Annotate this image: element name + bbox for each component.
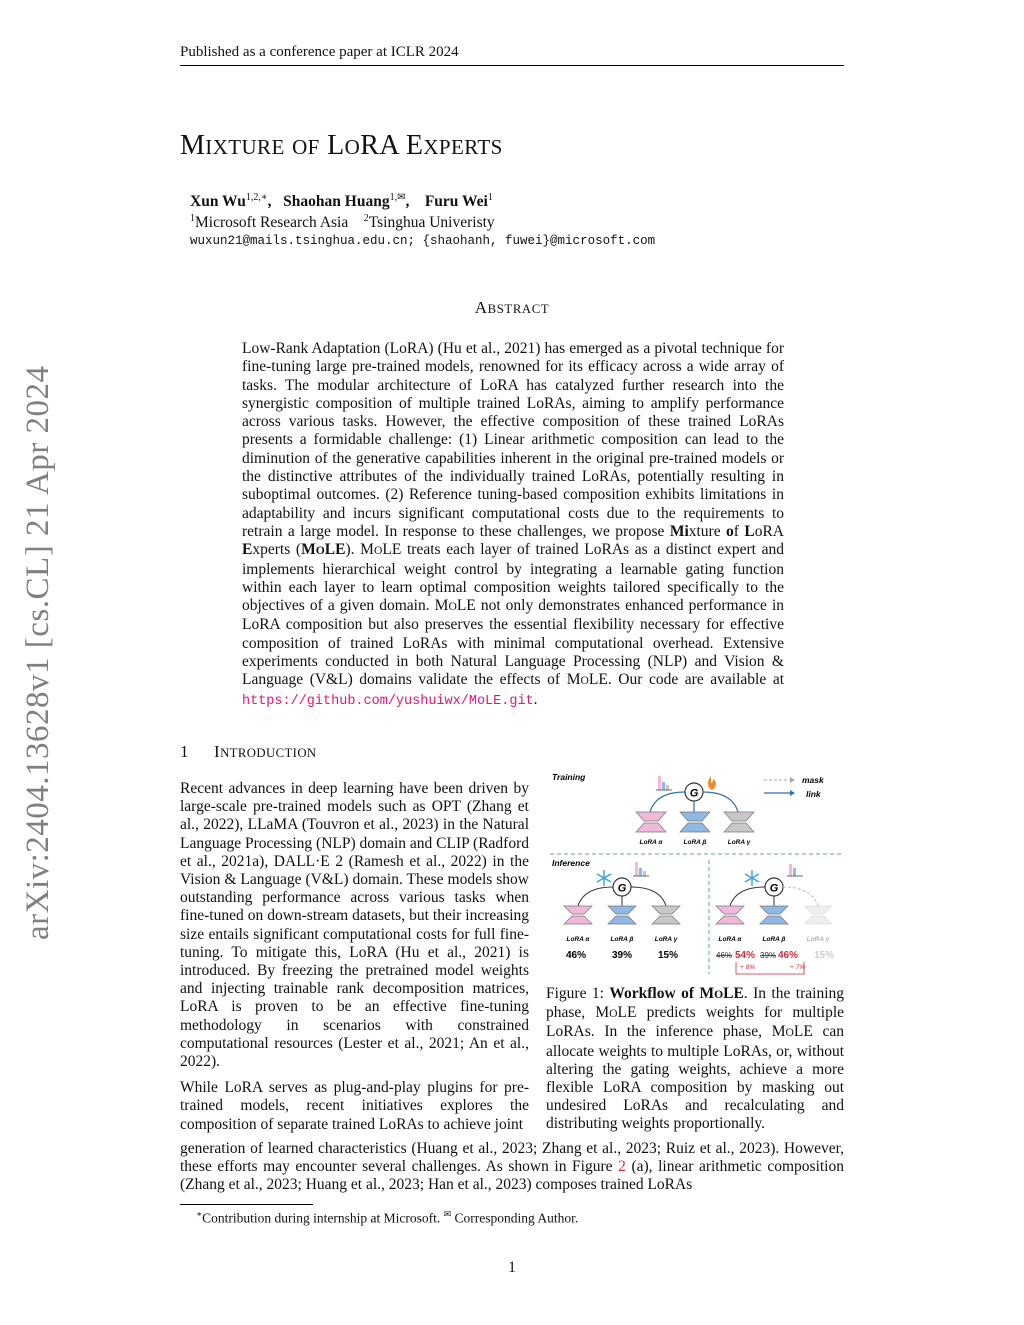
- arxiv-stamp: arXiv:2404.13628v1 [cs.CL] 21 Apr 2024: [20, 365, 56, 940]
- abstract-heading: ABSTRACT: [474, 298, 550, 317]
- svg-text:LoRA β: LoRA β: [683, 839, 707, 846]
- abstract-text: Low-Rank Adaptation (LoRA) (Hu et al., 2021) has emerged as a pivotal technique for fine-tuning large pre-trained models, renowned for its efficacy across a wide array of tasks. The modular architecture of LoRA has catalyzed further research into the synergistic composition of multiple trained LoRAs, aiming to amplify performance across various tasks. However, the effective composition of these trained LoRAs presents a formidable challenge: (1) Linear arithmetic composition can lead to the diminution of the generative capabilities inherent in the original pre-trained models or the distinctive attributes of the individually trained LoRAs, potentially resulting in suboptimal outcomes. (2) Reference tuning-based composition exhibits limitations in adaptability and incurs significant computational costs due to the requirements to retrain a large model. In response to these challenges, we propose Mixture of LoRA Experts (MOLE). MOLE treats each layer of trained LoRAs as a distinct expert and implements hierarchical weight control by integrating a learnable gating function within each layer to learn optimal composition weights tailored specifically to the objectives of a given domain. MOLE not only demonstrates enhanced performance in LoRA composition but also preserves the essential flexibility necessary for effective composition of trained LoRAs with minimal computational overhead. Extensive experiments conducted in both Natural Language Processing (NLP) and Vision & Language (V&L) domains validate the effects of MOLE. Our code are available at https://github.com/yushuiwx/MoLE.git.: [242, 340, 785, 709]
- paper-title: MIXTURE OF LORA EXPERTS: [180, 130, 503, 161]
- author-emails: wuxun21@mails.tsinghua.edu.cn; {shaohanh, fuwei}@microsoft.com: [190, 234, 656, 248]
- mask-legend-arrow: [790, 777, 795, 783]
- link-legend-arrow: [790, 790, 795, 796]
- svg-text:LoRA β: LoRA β: [610, 936, 634, 943]
- svg-text:G: G: [769, 882, 779, 895]
- inference-lora-beta-left: [608, 906, 636, 943]
- svg-text:LoRA α: LoRA α: [718, 936, 742, 943]
- inference-label: Inference: [552, 858, 590, 868]
- training-bar-gamma: [666, 785, 669, 790]
- new-weight-beta: 46%: [778, 950, 799, 961]
- inference-lora-beta-right: [760, 906, 788, 943]
- training-bar-alpha: [658, 776, 661, 790]
- svg-text:LoRA γ: LoRA γ: [806, 936, 830, 943]
- affiliations: $^1$Microsoft Research Asia $^2$Tsinghua Univeristy: [190, 213, 495, 232]
- figure-reference-link[interactable]: 2: [618, 1158, 626, 1176]
- figure-1-workflow: [546, 768, 846, 978]
- training-lora-beta: [680, 812, 710, 846]
- snowflake-icon: [745, 870, 759, 886]
- new-weight-alpha: 54%: [735, 950, 756, 961]
- svg-text:LoRA α: LoRA α: [639, 839, 663, 846]
- intro-column-text: [180, 780, 529, 1142]
- old-weight-beta: 39%: [760, 951, 777, 960]
- old-weight-alpha: 46%: [716, 951, 733, 960]
- intro-paragraph-2-continued: generation of learned characteristics (Huang et al., 2023; Zhang et al., 2023; Ruiz et al., 2023). However, these efforts may encounter several challenges. As shown in Figure 2 (a), linear arithmetic composition (Zhang et al., 2023; Huang et al., 2023; Han et al., 2023) composes trained LoRAs: [180, 1140, 844, 1194]
- author-name: Furu Wei: [424, 193, 488, 211]
- inference-lora-gamma-left: [652, 906, 680, 943]
- author-name: Xun Wu: [190, 193, 246, 211]
- intro-paragraph-2-start: While LoRA serves as plug-and-play plugins for pre-trained models, recent initiatives explores the composition of separate trained LoRAs to achieve joint: [180, 1079, 529, 1133]
- footnote-rule: [180, 1204, 313, 1205]
- training-lora-alpha: [636, 812, 666, 846]
- inference-lora-alpha-right: [716, 906, 744, 943]
- code-link[interactable]: https://github.com/yushuiwx/MoLE.git: [242, 693, 534, 709]
- weight-alpha-left: 46%: [565, 950, 587, 961]
- svg-text:LoRA γ: LoRA γ: [654, 936, 678, 943]
- snowflake-icon: [597, 870, 611, 886]
- inference-lora-alpha-left: [564, 906, 592, 943]
- svg-text:G: G: [617, 882, 627, 895]
- svg-text:G: G: [689, 787, 699, 800]
- legend-link: link: [806, 789, 821, 799]
- page-number: 1: [508, 1259, 516, 1276]
- delta-beta: + 7%: [790, 964, 805, 971]
- training-lora-gamma: [724, 812, 754, 846]
- author-name: Shaohan Huang: [283, 193, 390, 211]
- intro-paragraph-1: Recent advances in deep learning have been driven by large-scale pre-trained models such as OPT (Zhang et al., 2022), LLaMA (Touvron et al., 2023) in the Natural Language Processing (NLP) domain and CLIP (Radford et al., 2021a), DALL·E 2 (Ramesh et al., 2022) in the Vision & Language (V&L) domain. These models show outstanding performance across various tasks when fine-tuned on down-stream datasets, but their increasing size entails significant computational costs for full fine-tuning. To mitigate this, LoRA (Hu et al., 2021) is introduced. By freezing the pretrained model weights and injecting trainable rank decomposition matrices, LoRA is proven to be an effective fine-tuning methodology in scenarios with constrained computational resources (Lester et al., 2021; An et al., 2022).: [180, 780, 529, 1071]
- training-bar-beta: [662, 782, 665, 790]
- fire-icon: [708, 776, 716, 790]
- weight-gamma-left: 15%: [657, 950, 679, 961]
- footnote: ∗Contribution during internship at Microsoft. ✉ Corresponding Author.: [196, 1209, 579, 1226]
- legend-mask: mask: [802, 775, 824, 785]
- inference-lora-gamma-right-masked: [804, 906, 832, 943]
- training-label: Training: [552, 772, 586, 782]
- figure-1-caption: Figure 1: Workflow of MOLE. In the training phase, MOLE predicts weights for multiple LoRAs. In the inference phase, MOLE can allocate weights to multiple LoRAs, or, without altering the gating weights, achieve a more flexible LoRA composition by masking out undesired LoRAs and recalculating and distributing weights proportionally.: [546, 985, 844, 1133]
- author-list: Xun $Wu^{1,2,∗}$, Shaohan Huang$^{1,✉}$, Furu Wei$^1$: [190, 192, 493, 211]
- header-rule: [180, 65, 844, 66]
- section-heading-introduction: 1 INTRODUCTION: [180, 742, 317, 761]
- running-header: Published as a conference paper at ICLR 2024: [180, 44, 459, 60]
- svg-text:LoRA α: LoRA α: [566, 936, 590, 943]
- svg-text:LoRA γ: LoRA γ: [727, 839, 751, 846]
- masked-weight-gamma: 15%: [814, 950, 835, 961]
- svg-text:LoRA β: LoRA β: [762, 936, 786, 943]
- delta-alpha: + 8%: [740, 964, 755, 971]
- weight-beta-left: 39%: [611, 950, 633, 961]
